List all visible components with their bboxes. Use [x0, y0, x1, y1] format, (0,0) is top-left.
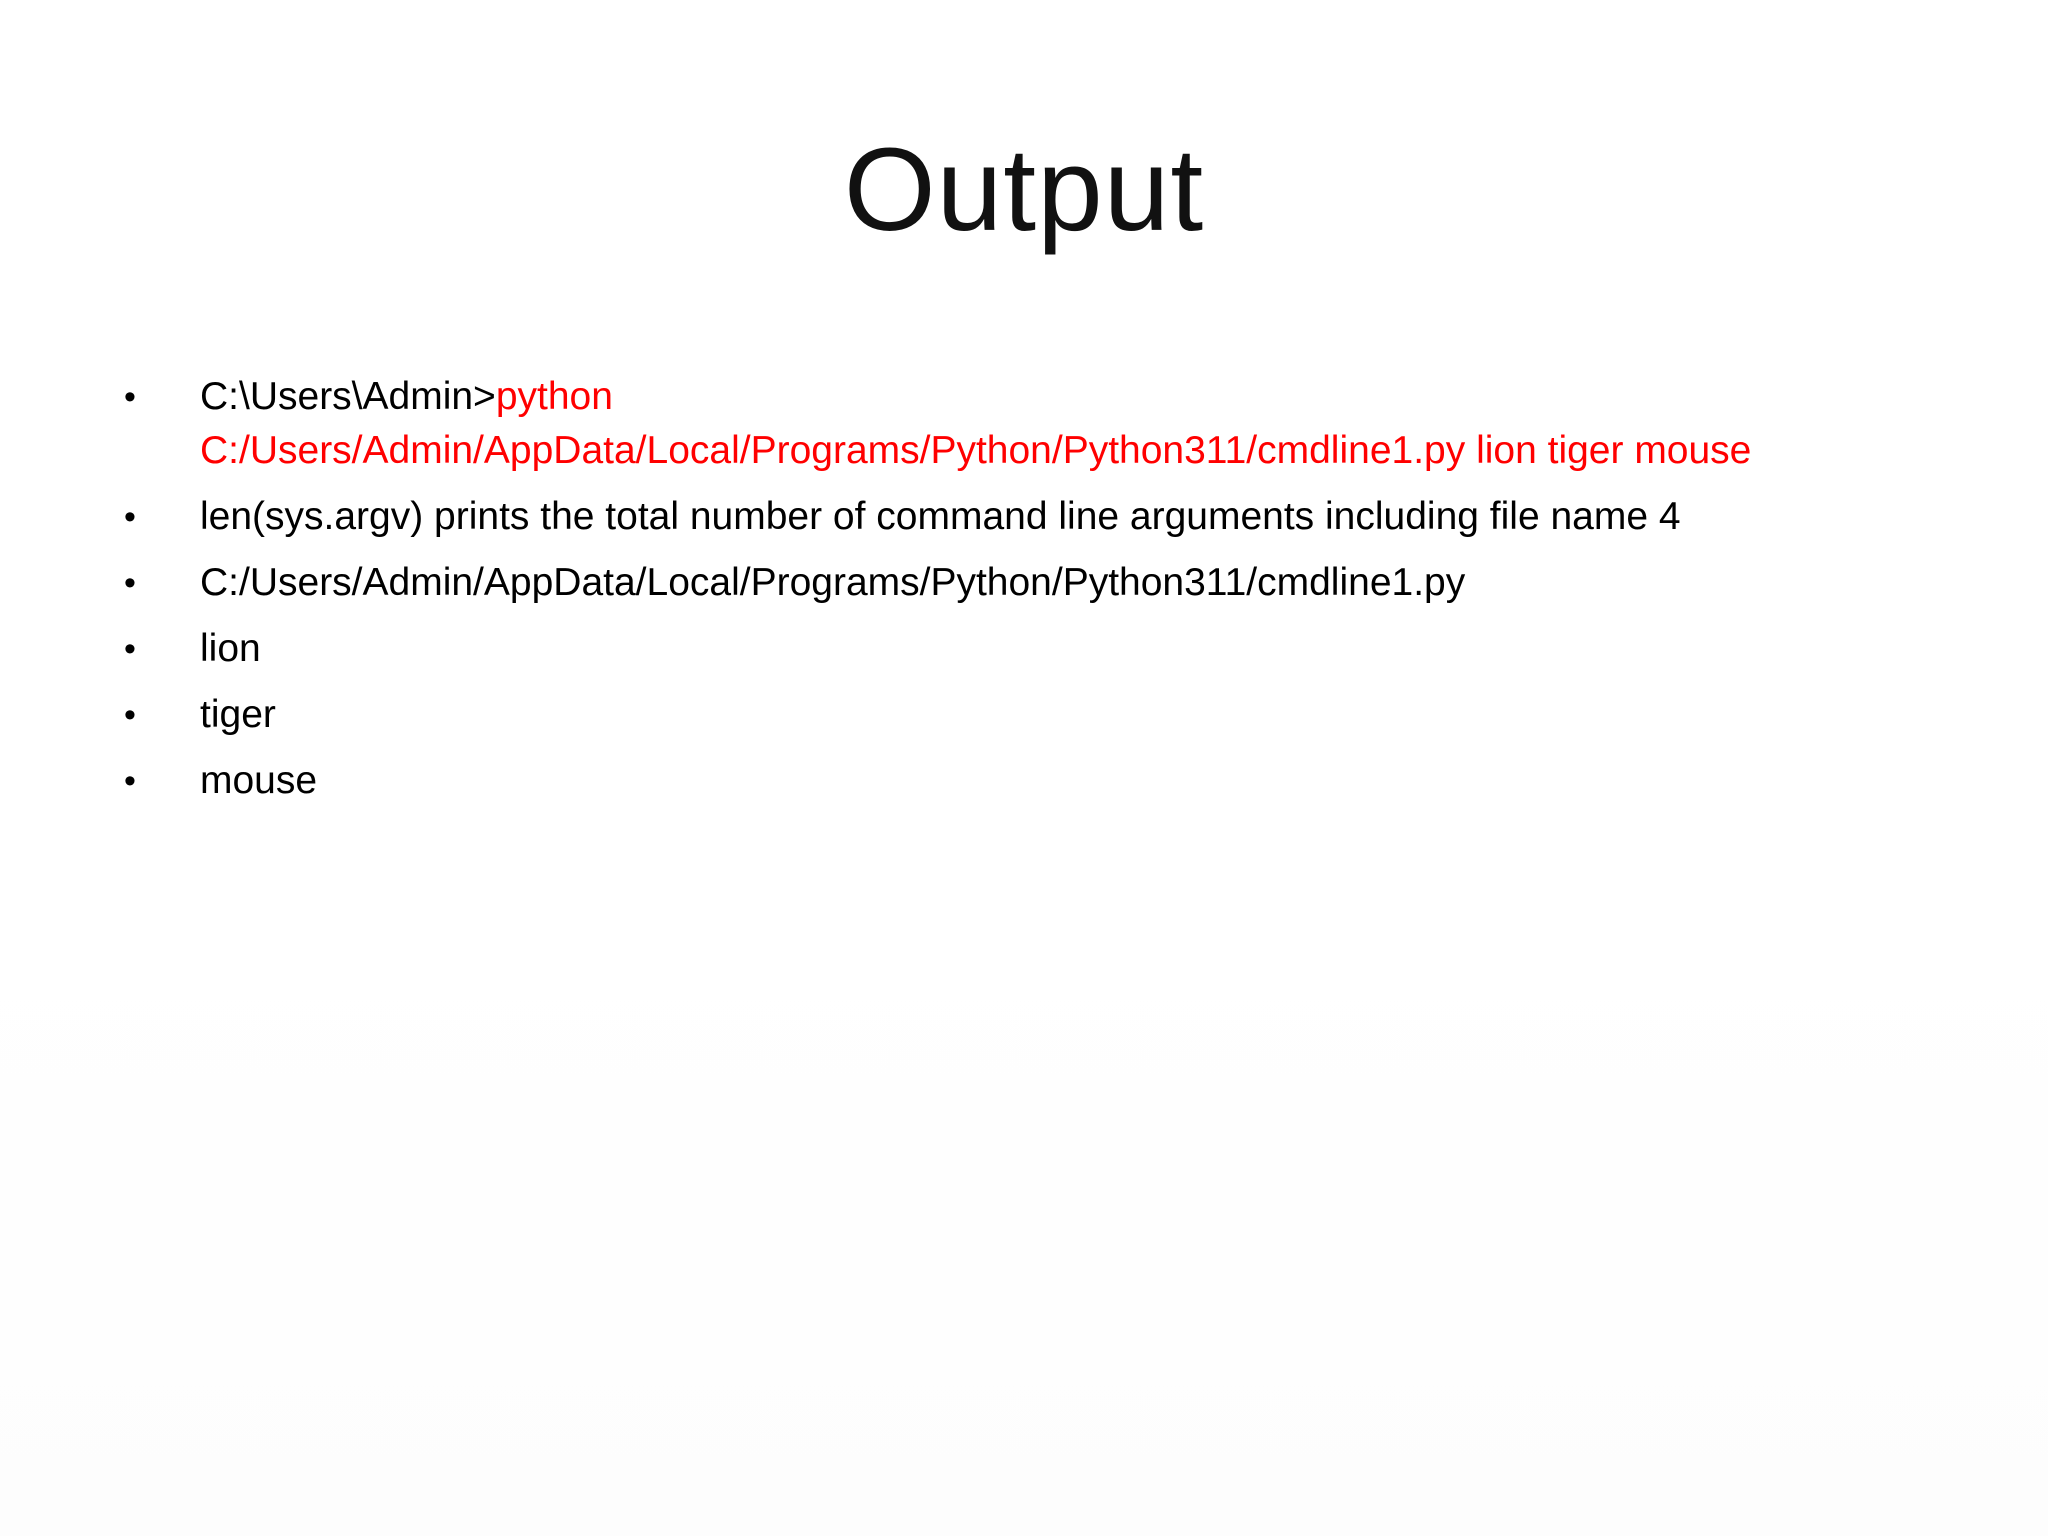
bullet-dot-icon: • [124, 564, 136, 602]
bullet-item-script-path [0, 556, 2048, 610]
command-prompt: C:\Users\Admin> [200, 375, 496, 418]
bullet-dot-icon: • [124, 630, 136, 668]
bullet-item-command [0, 370, 2048, 478]
bullet-text: C:/Users/Admin/AppData/Local/Programs/Python/Python311/cmdline1.py [200, 561, 1466, 604]
bullet-text: len(sys.argv) prints the total number of command line arguments including file name 4 [200, 495, 1681, 538]
command-python: python [495, 375, 613, 418]
slide-title: Output [843, 124, 1205, 256]
bullet-item-tiger [0, 688, 2048, 742]
bullet-dot-icon: • [124, 696, 136, 734]
bullet-dot-icon: • [124, 762, 136, 800]
bullet-text: tiger [200, 693, 276, 736]
bullet-dot-icon: • [124, 498, 136, 536]
bullet-item-len-argv [0, 490, 2048, 544]
bullet-text: mouse [200, 759, 318, 802]
bullet-text: lion [200, 627, 261, 670]
command-script-args: C:/Users/Admin/AppData/Local/Programs/Python/Python311/cmdline1.py lion tiger mouse [200, 429, 1752, 472]
bullet-item-lion [0, 622, 2048, 676]
bullet-dot-icon: • [124, 378, 136, 416]
bullet-item-mouse [0, 754, 2048, 808]
bullet-list [0, 370, 2048, 820]
